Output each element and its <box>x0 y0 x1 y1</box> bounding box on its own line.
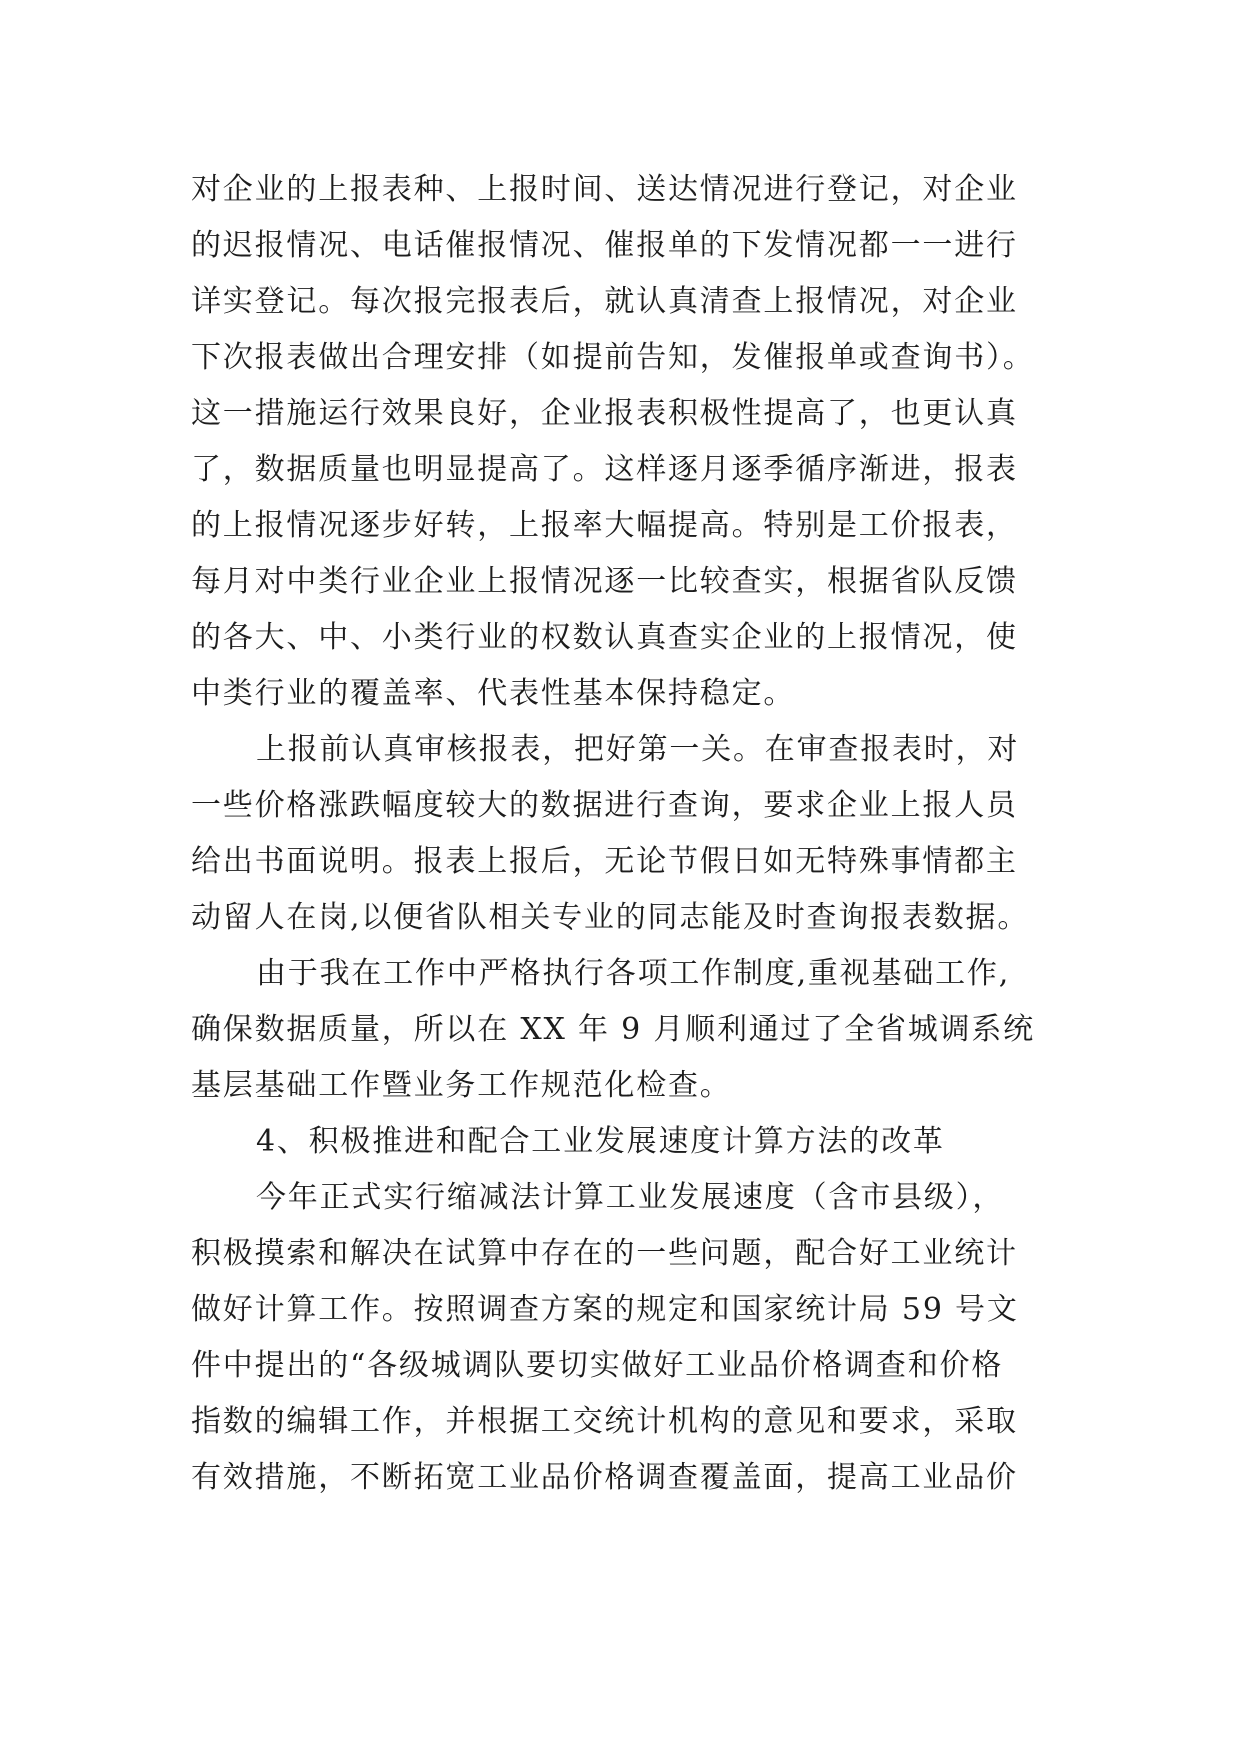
text-line: 基层基础工作暨业务工作规范化检查。 <box>191 1068 732 1103</box>
text-line: 每月对中类行业企业上报情况逐一比较查实，根据省队反馈 <box>191 564 1018 599</box>
text-line: 详实登记。每次报完报表后，就认真清查上报情况，对企业 <box>191 284 1018 319</box>
text-line: 件中提出的“各级城调队要切实做好工业品价格调查和价格 <box>191 1348 1004 1383</box>
text-line: 积极摸索和解决在试算中存在的一些问题，配合好工业统计 <box>191 1236 1018 1271</box>
paragraph-first-line: 今年正式实行缩减法计算工业发展速度（含市县级）， <box>256 1180 1005 1215</box>
paragraph-first-line: 由于我在工作中严格执行各项工作制度,重视基础工作, <box>256 956 1011 991</box>
text-line: 的上报情况逐步好转，上报率大幅提高。特别是工价报表， <box>191 508 1018 543</box>
text-line: 给出书面说明。报表上报后，无论节假日如无特殊事情都主 <box>191 844 1018 879</box>
text-line: 有效措施，不断拓宽工业品价格调查覆盖面，提高工业品价 <box>191 1460 1018 1495</box>
text-line: 了，数据质量也明显提高了。这样逐月逐季循序渐进，报表 <box>191 452 1018 487</box>
text-line: 的迟报情况、电话催报情况、催报单的下发情况都一一进行 <box>191 228 1018 263</box>
text-line: 确保数据质量，所以在 XX 年 9 月顺利通过了全省城调系统 <box>191 1012 1035 1047</box>
text-line: 一些价格涨跌幅度较大的数据进行查询，要求企业上报人员 <box>191 788 1018 823</box>
text-line: 对企业的上报表种、上报时间、送达情况进行登记，对企业 <box>191 172 1018 207</box>
text-line: 下次报表做出合理安排（如提前告知，发催报单或查询书）。 <box>191 340 1035 375</box>
text-line: 这一措施运行效果良好，企业报表积极性提高了，也更认真 <box>191 396 1018 431</box>
text-line: 做好计算工作。按照调查方案的规定和国家统计局 59 号文 <box>191 1292 1019 1327</box>
text-line: 指数的编辑工作，并根据工交统计机构的意见和要求，采取 <box>191 1404 1018 1439</box>
text-line: 中类行业的覆盖率、代表性基本保持稳定。 <box>191 676 796 711</box>
text-line: 动留人在岗,以便省队相关专业的同志能及时查询报表数据。 <box>191 900 1030 935</box>
text-line: 的各大、中、小类行业的权数认真查实企业的上报情况，使 <box>191 620 1018 655</box>
section-heading: 4、积极推进和配合工业发展速度计算方法的改革 <box>256 1124 945 1159</box>
paragraph-first-line: 上报前认真审核报表，把好第一关。在审查报表时，对 <box>256 732 1020 767</box>
